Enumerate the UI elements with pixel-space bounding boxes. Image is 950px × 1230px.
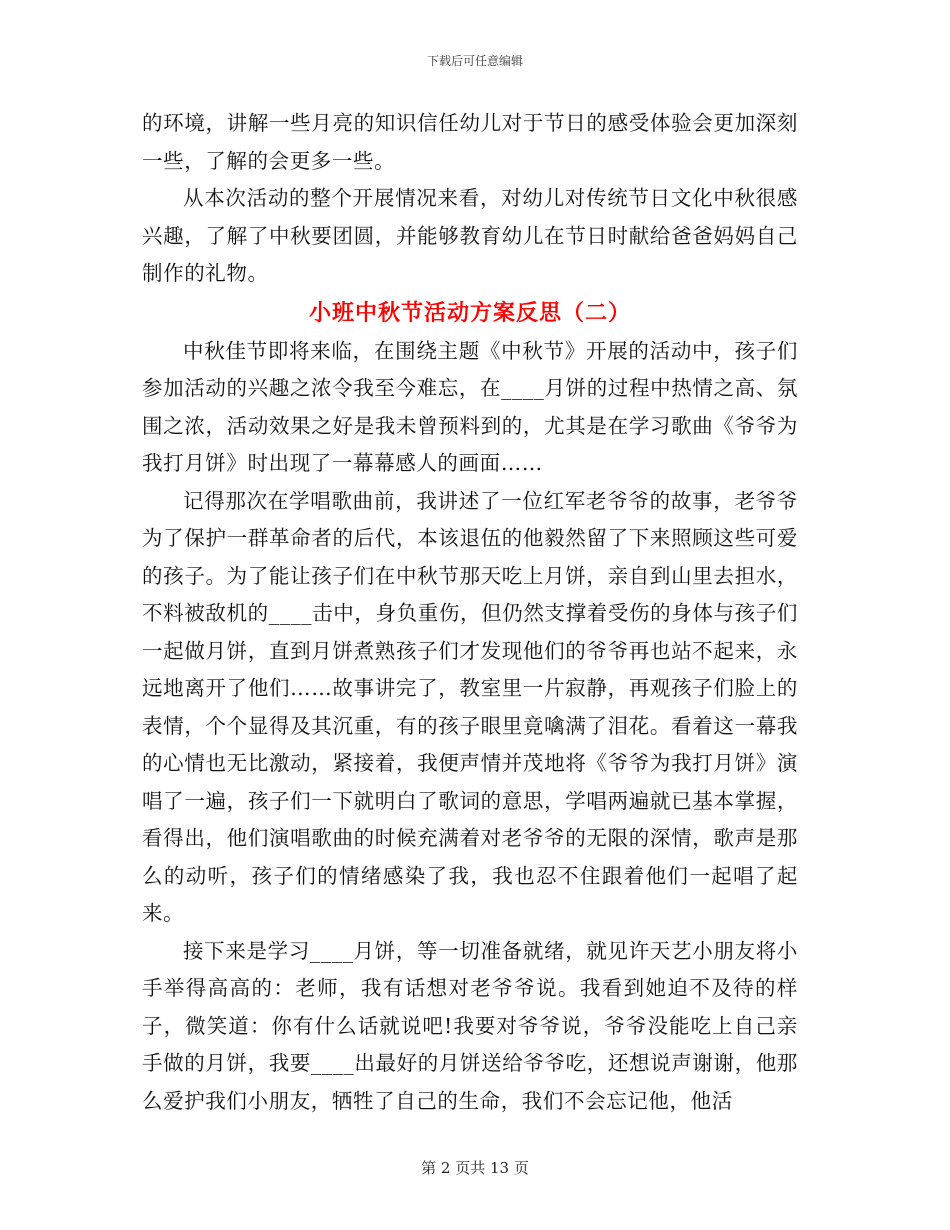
section-title: 小班中秋节活动方案反思（二） — [308, 299, 631, 326]
paragraph-summary: 从本次活动的整个开展情况来看，对幼儿对传统节日文化中秋很感兴趣，了解了中秋要团圆，并能够教育幼儿在节日时献给爸爸妈妈自己制作的礼物。 — [142, 186, 798, 285]
document-body — [142, 105, 798, 1120]
paragraph-intro: 中秋佳节即将来临，在围绕主题《中秋节》开展的活动中，孩子们参加活动的兴趣之浓令我至今难忘，在____月饼的过程中热情之高、氛围之浓，活动效果之好是我未曾预料到的，尤其是在学习歌曲《爷爷为我打月饼》时出现了一幕幕感人的画面…… — [142, 338, 798, 475]
paragraph-story: 记得那次在学唱歌曲前，我讲述了一位红军老爷爷的故事，老爷爷为了保护一群革命者的后代，本该退伍的他毅然留了下来照顾这些可爱的孩子。为了能让孩子们在中秋节那天吃上月饼，亲自到山里去担水，不料被敌机的____击中，身负重伤，但仍然支撑着受伤的身体与孩子们一起做月饼，直到月饼煮熟孩子们才发现他们的爷爷再也站不起来，永远地离开了他们……故事讲完了，教室里一片寂静，再观孩子们脸上的表情，个个显得及其沉重，有的孩子眼里竟噙满了泪花。看着这一幕我的心情也无比激动，紧接着，我便声情并茂地将《爷爷为我打月饼》演唱了一遍，孩子们一下就明白了歌词的意思，学唱两遍就已基本掌握，看得出，他们演唱歌曲的时候充满着对老爷爷的无限的深情，歌声是那么的动听，孩子们的情绪感染了我，我也忍不住跟着他们一起唱了起来。 — [142, 488, 798, 925]
paragraph-activity: 接下来是学习____月饼，等一切准备就绪，就见许天艺小朋友将小手举得高高的：老师，我有话想对老爷爷说。我看到她迫不及待的样子，微笑道：你有什么话就说吧!我要对爷爷说，爷爷没能吃上自己亲手做的月饼，我要____出最好的月饼送给爷爷吃，还想说声谢谢，他那么爱护我们小朋友，牺牲了自己的生命，我们不会忘记他，他活 — [142, 938, 798, 1113]
paragraph-continued: 的环境，讲解一些月亮的知识信任幼儿对于节日的感受体验会更加深刻一些，了解的会更多一些。 — [142, 111, 798, 173]
page-header: 下载后可任意编辑 — [426, 54, 523, 68]
page-number: 第 2 页共 13 页 — [421, 1159, 529, 1177]
